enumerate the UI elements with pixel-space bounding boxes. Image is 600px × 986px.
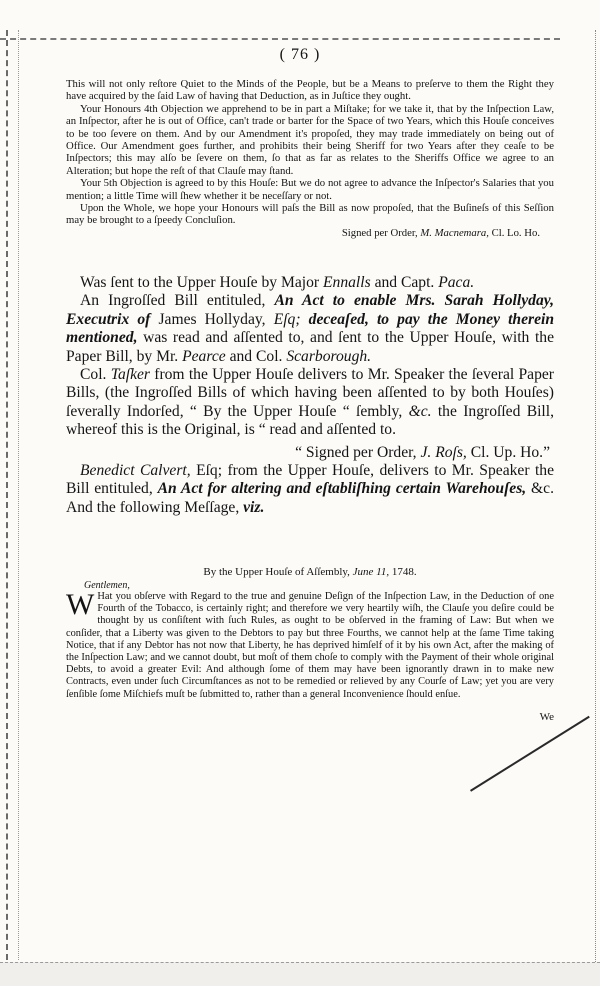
message-salutation: Gentlemen, [84,580,130,591]
sent-name-1: Ennalls [323,274,371,291]
heading-year: 1748. [391,566,417,578]
lower-house-reply [66,78,554,239]
page-edge-top [0,38,560,40]
journal-calvert-entry [66,462,554,517]
bill-title-b: deceaſed, to pay the Money therein mentioned, [66,310,555,347]
bill-middle: was read and aſſented to, and ſent to the Upper Houſe, with the Paper Bill, by Mr. [66,329,554,365]
bill-name-2: Scarborough. [286,347,372,365]
journal-tasker-entry [66,366,554,440]
upper-house-message [66,566,554,723]
reply-paragraph-3: Your 5th Objection is agreed to by this Houſe: But we do not agree to advance the Inſpector's Salaries that you mention; a little Time will ſhew whether it be neceſſary or not. [66,177,554,202]
tasker-name: Taſker [110,366,150,384]
bill-name-1: Pearce [182,347,226,365]
bill-person: James Hollyday, [158,310,266,328]
reply-signature [66,227,554,239]
tasker-etc: &c. [408,402,432,420]
message-body: Hat you obſerve with Regard to the true and genuine Deſign of the Inſpection Law, in the Deduction of one Fourth of the Tobacco, is certainly right; and therefore we very heartily wiſh, the Clauſe you deſire could be thought by us conſiſtent with ſuch Rules, as ought to be obſerved in the framing of Law: But when we conſider, that a Liberty was given to the Debtors to pay but three Fourths, we cannot help at the ſame Time taking Notice, that if any Debtor has not now that Liberty, he has deprived himſelf of it by his own Act, after the making of the Inſpection Law; and we cannot doubt, but moſt of them choſe to comply with the Payment of their whole original Debts, to avoid a greater Evil: And although ſome of them may have been ignorantly drawn in to make new Contracts, even under ſuch Circumſtances as not to be remedied or relieved by any Courſe of Law; yet you are very ſenſible ſome Miſchiefs muſt be ſubmitted to, rather than a general Inconvenience ſhould enſue. [66,591,554,700]
signature-prefix: Signed per Order, [341,226,418,239]
heading-prefix: By the Upper Houſe of Aſſembly, [203,566,350,578]
reply-paragraph-2: Your Honours 4th Objection we apprehend to be in part a Miſtake; for we take it, that by the Inſpection Law, an Inſpector, after he is out of Office, can't trade or barter for the Space of two Years, which this Houſe conceives to be too ſevere on them. And by our Amendment it's propoſed, they may trade immediately on being out of Office. Our Amendment goes further, and prohibits their being Sheriff for two Years after they ceaſe to be Inſpectors; this may alſo be ſevere on them, ſo that as far as relates to the Sheriffs Office we agree to an Alteration; but hope the reſt of that Clauſe may ſtand. [66,102,554,177]
bill-prefix: An Ingroſſed Bill entituled, [80,292,266,310]
page-number: ( 76 ) [279,46,321,63]
message-heading [66,566,554,578]
catchword: We [539,710,554,723]
page-edge-left [6,30,19,960]
signature-suffix: Cl. Lo. Ho. [491,226,540,239]
signature-name: M. Macnemara, [420,226,489,239]
bill-esq: Eſq; [273,310,301,328]
page-edge-right [589,30,596,970]
sent-and: and Capt. [374,274,435,291]
message-paragraph [66,588,554,701]
tasker-signed-suffix: Cl. Up. Ho.” [470,443,550,461]
tasker-text: from the Upper Houſe delivers to Mr. Speaker the ſeveral Paper Bills, (the Ingroſſed Bills of which having been aſſented to by both Houſes) ſeverally Indorſed, “ By the Upper Houſe “ ſembly, [66,366,555,420]
calvert-text: Eſq; from the Upper Houſe, delivers to Mr. Speaker the Bill entituled, [66,462,554,498]
page-crease-mark [470,716,590,792]
journal-tasker-signature [66,444,554,462]
message-body-block [66,588,554,701]
bill-title-a: An Act to enable Mrs. Sarah Hollyday, Executrix of [66,292,554,328]
tasker-prefix: Col. [80,366,107,384]
calvert-bill: An Act for altering and eſtabliſhing certain Warehouſes, [157,480,527,498]
journal-sent-entry [66,274,554,292]
heading-date: June 11, [352,566,390,578]
bill-and: and Col. [229,347,283,365]
tasker-signed-prefix: “ Signed per Order, [295,443,417,461]
calvert-name: Benedict Calvert, [80,462,191,480]
tasker-tail: the Ingroſſed Bill, whereof this is the Original, is “ read and aſſented to. [66,402,554,439]
reply-paragraph-4: Upon the Whole, we hope your Honours will paſs the Bill as now propoſed, that the Buſineſs of this Seſſion may be brought to a ſpeedy Concluſion. [66,202,554,227]
page-edge-bottom [0,962,600,986]
tasker-signed-name: J. Roſs, [420,443,467,461]
journal-bill-entry [66,292,554,366]
sent-prefix: Was ſent to the Upper Houſe by Major [80,274,320,291]
calvert-viz: viz. [243,498,265,516]
drop-cap: W [66,588,95,621]
sent-name-2: Paca. [438,274,475,291]
reply-paragraph-1: This will not only reſtore Quiet to the Minds of the People, but be a Means to preſerve to them the Right they have acquired by the ſaid Law of having that Deduction, as in Juſtice they ought. [66,78,554,103]
journal-entries [66,274,554,517]
calvert-tail: &c. And the following Meſſage, [66,480,554,516]
